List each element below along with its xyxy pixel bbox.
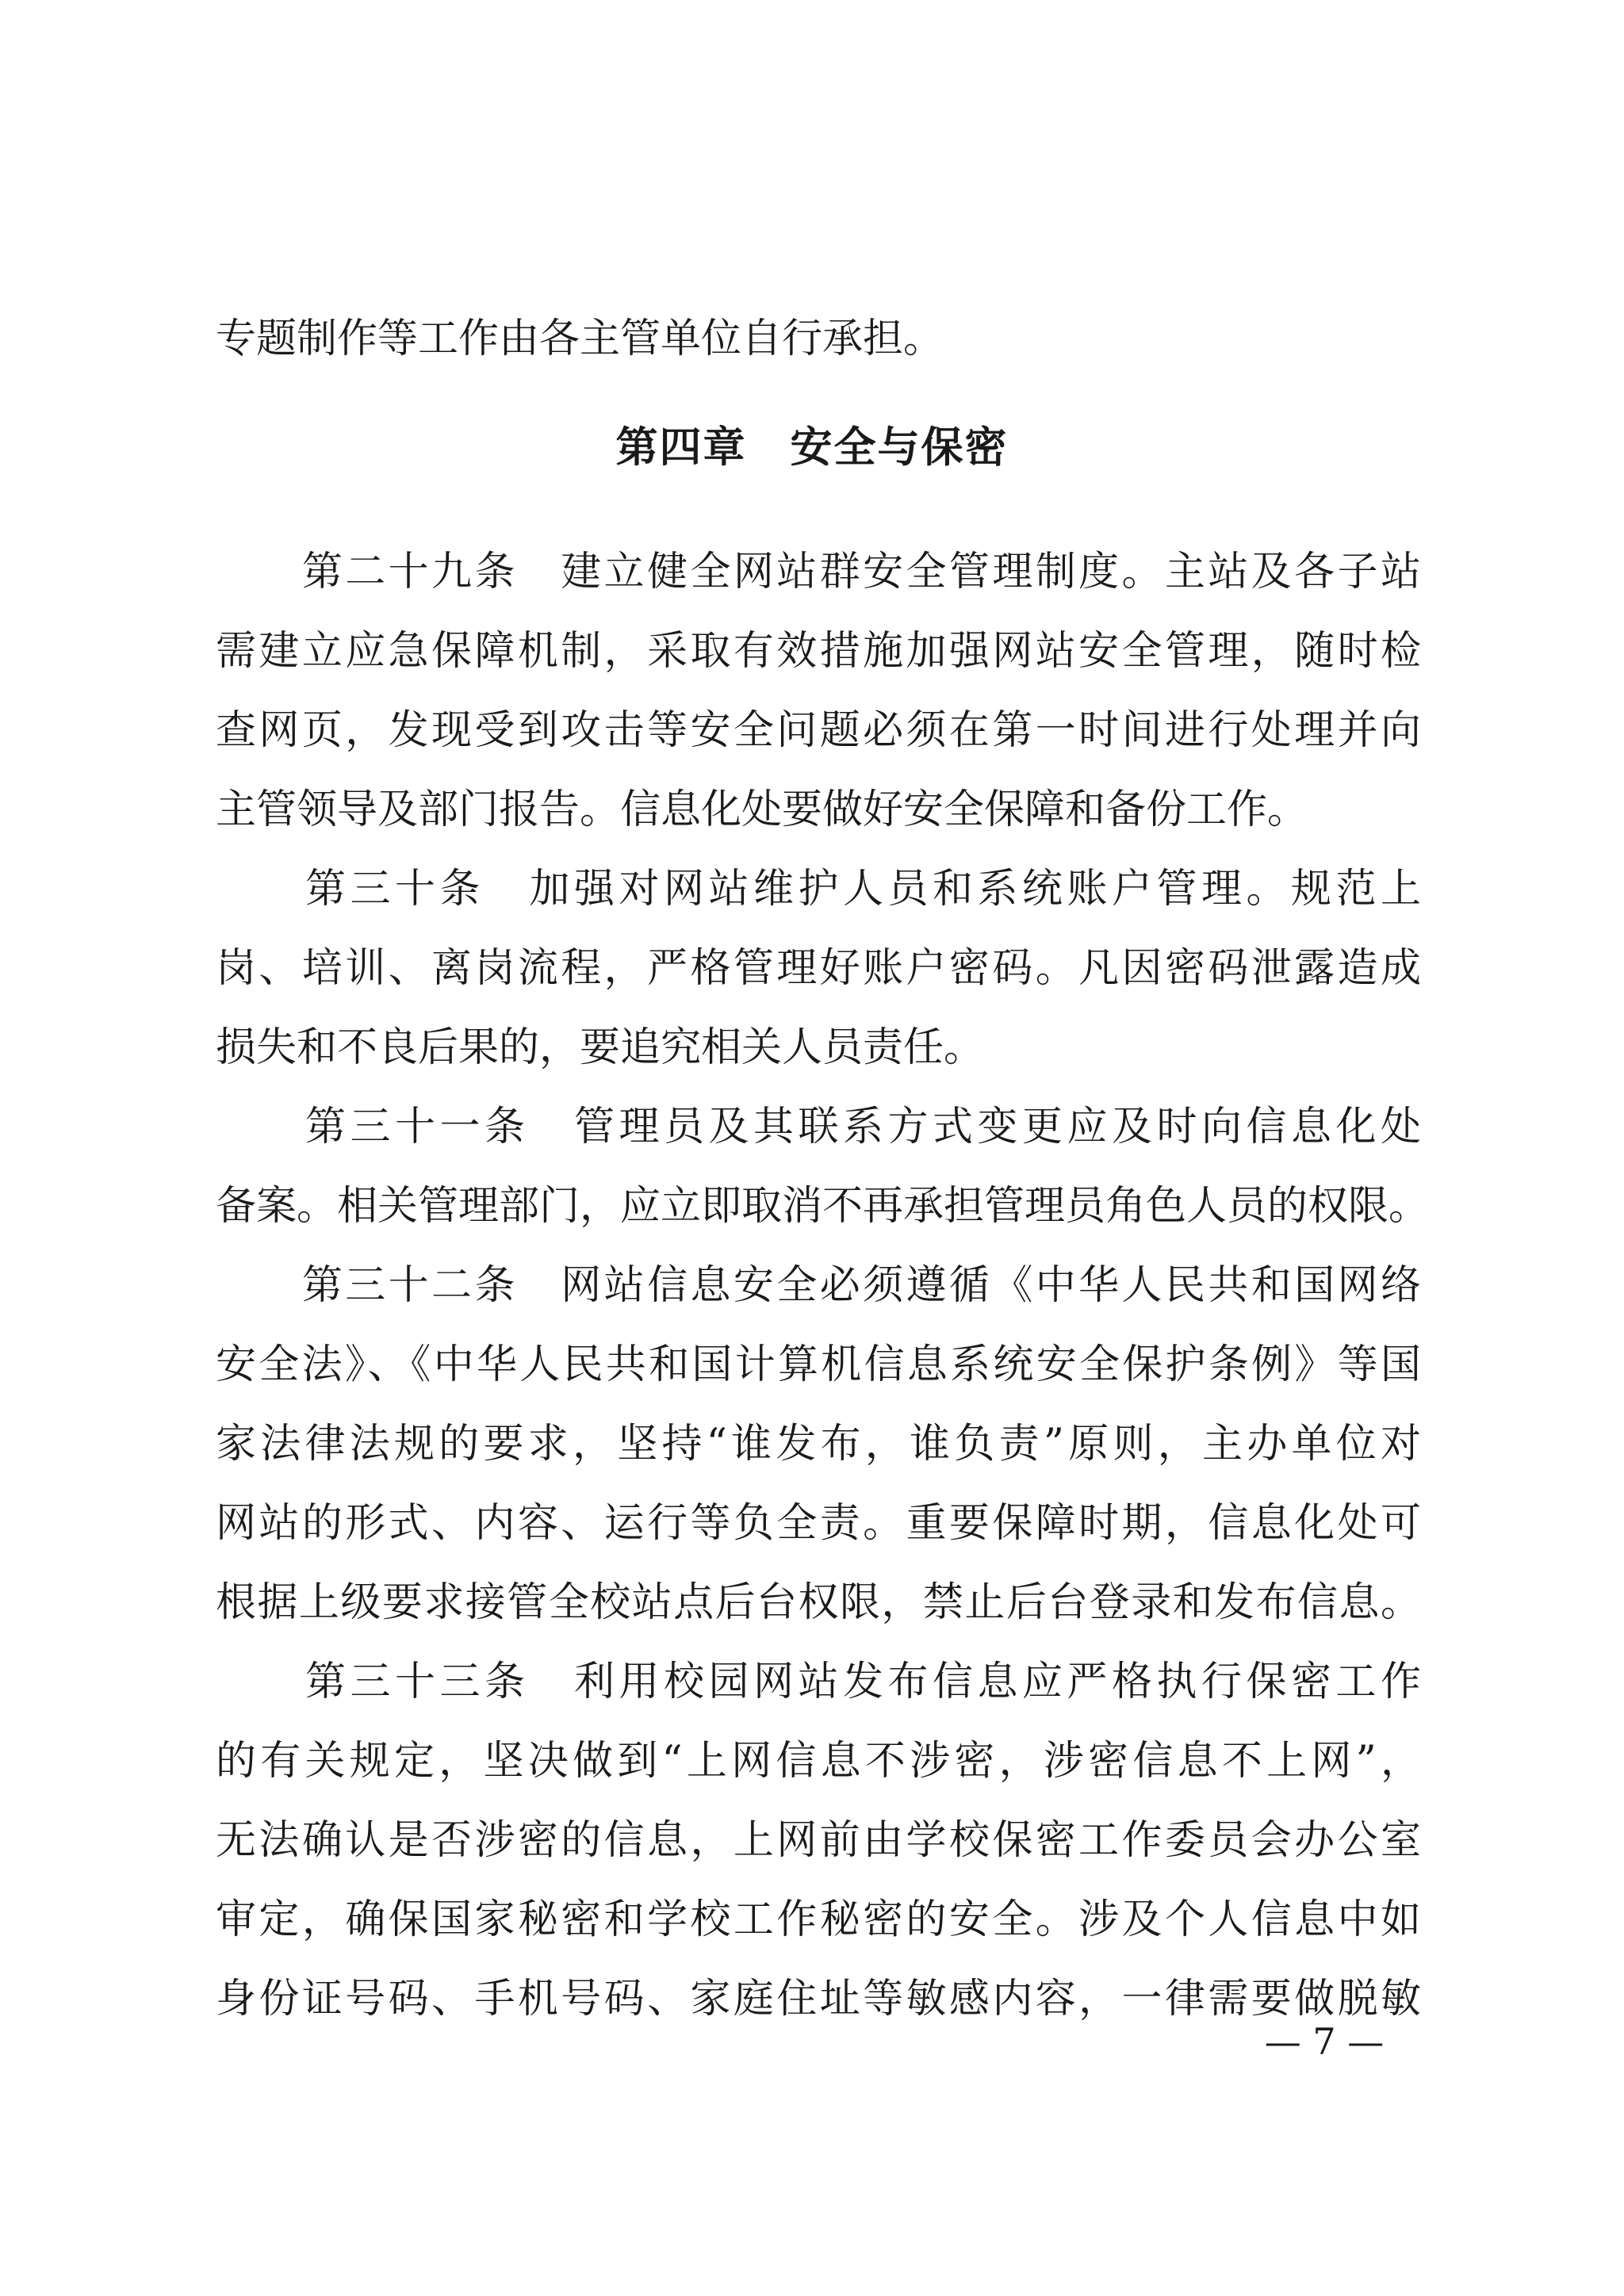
chapter-heading: 第四章 安全与保密	[615, 423, 1009, 472]
page-number: — 7 —	[1264, 2020, 1385, 2063]
body-line-6: 第三十条 加强对网站维护人员和系统账户管理。规范上	[216, 866, 1421, 913]
body-line-11: 第三十二条 网站信息安全必须遵循《中华人民共和国网络	[216, 1262, 1421, 1309]
body-line-18: 无法确认是否涉密的信息，上网前由学校保密工作委员会办公室	[216, 1817, 1421, 1864]
body-line-16: 第三十三条 利用校园网站发布信息应严格执行保密工作	[216, 1659, 1421, 1705]
body-line-5: 主管领导及部门报告。信息化处要做好安全保障和备份工作。	[216, 786, 1308, 833]
body-line-10: 备案。相关管理部门，应立即取消不再承担管理员角色人员的权限。	[216, 1183, 1430, 1230]
body-line-20: 身份证号码、手机号码、家庭住址等敏感内容，一律需要做脱敏	[216, 1976, 1421, 2022]
body-line-15: 根据上级要求接管全校站点后台权限，禁止后台登录和发布信息。	[216, 1579, 1421, 1626]
body-line-19: 审定，确保国家秘密和学校工作秘密的安全。涉及个人信息中如	[216, 1896, 1421, 1943]
body-line-13: 家法律法规的要求，坚持“谁发布，谁负责”原则，主办单位对	[216, 1421, 1421, 1468]
body-line-17: 的有关规定，坚决做到“上网信息不涉密，涉密信息不上网”，	[216, 1738, 1421, 1785]
body-line-7: 岗、培训、离岗流程，严格管理好账户密码。凡因密码泄露造成	[216, 945, 1421, 992]
body-line-9: 第三十一条 管理员及其联系方式变更应及时向信息化处	[216, 1104, 1421, 1150]
body-line-2: 第二十九条 建立健全网站群安全管理制度。主站及各子站	[216, 549, 1421, 595]
body-line-12: 安全法》、《中华人民共和国计算机信息系统安全保护条例》等国	[216, 1341, 1421, 1388]
body-line-4: 查网页，发现受到攻击等安全问题必须在第一时间进行处理并向	[216, 707, 1421, 754]
body-line-8: 损失和不良后果的，要追究相关人员责任。	[216, 1024, 985, 1071]
body-line-14: 网站的形式、内容、运行等负全责。重要保障时期，信息化处可	[216, 1500, 1421, 1547]
body-line-3: 需建立应急保障机制，采取有效措施加强网站安全管理，随时检	[216, 628, 1421, 675]
body-line-1: 专题制作等工作由各主管单位自行承担。	[216, 316, 944, 362]
